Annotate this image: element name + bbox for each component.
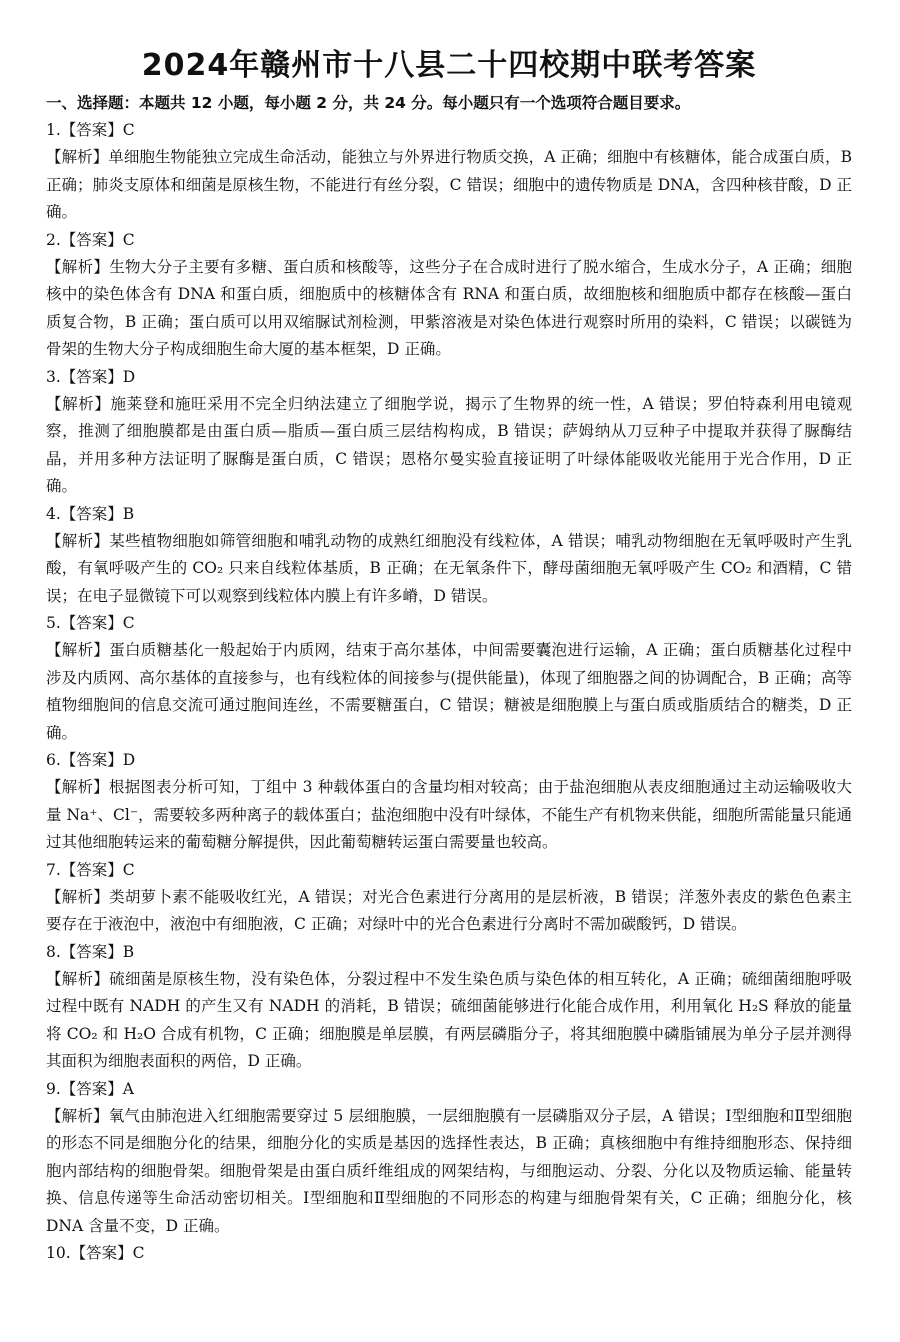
explanation-paragraph: 【解析】施莱登和施旺采用不完全归纳法建立了细胞学说，揭示了生物界的统一性，A 错误；罗伯特森利用电镜观察，推测了细胞膜都是由蛋白质—脂质—蛋白质三层结构构成，B 错误；萨姆纳从刀豆种子中提取并获得了脲酶结晶，并用多种方法证明了脲酶是蛋白质，C 错误；恩格尔曼实验直接证明了叶绿体能吸收光能用于光合作用，D 正确。 — [46, 394, 852, 495]
answer-line: 6.【答案】D — [46, 751, 136, 769]
explanation-paragraph: 【解析】单细胞生物能独立完成生命活动，能独立与外界进行物质交换，A 正确；细胞中有核糖体，能合成蛋白质，B 正确；肺炎支原体和细菌是原核生物，不能进行有丝分裂，C 错误；细胞中的遗传物质是 DNA，含四种核苷酸，D 正确。 — [46, 148, 852, 221]
explanation-paragraph: 【解析】硫细菌是原核生物，没有染色体，分裂过程中不发生染色质与染色体的相互转化，A 正确；硫细菌细胞呼吸过程中既有 NADH 的产生又有 NADH 的消耗，B 错误；硫细菌能够进行化能合成作用，利用氧化 H₂S 释放的能量将 CO₂ 和 H₂O 合成有机物，C 正确；细胞膜是单层膜，有两层磷脂分子，将其细胞膜中磷脂铺展为单分子层并测得其面积为细胞表面积的两倍，D 正确。 — [46, 969, 852, 1070]
answer-line: 7.【答案】C — [46, 860, 135, 879]
answer-line: 10.【答案】C — [46, 1244, 145, 1262]
question-block — [46, 939, 852, 1076]
answer-line: 8.【答案】B — [46, 942, 135, 961]
question-block — [46, 747, 852, 857]
section-heading: 一、选择题：本题共 12 小题，每小题 2 分，共 24 分。每小题只有一个选项符合题目要求。 — [46, 94, 691, 112]
question-block — [46, 610, 852, 747]
answer-line: 3.【答案】D — [46, 367, 136, 386]
question-block — [46, 501, 852, 611]
answer-line: 2.【答案】C — [46, 230, 135, 249]
question-list — [46, 117, 852, 1267]
question-block — [46, 117, 852, 227]
question-block — [46, 364, 852, 501]
question-block — [46, 857, 852, 939]
explanation-paragraph: 【解析】氧气由肺泡进入红细胞需要穿过 5 层细胞膜，一层细胞膜有一层磷脂双分子层，A 错误；Ⅰ型细胞和Ⅱ型细胞的形态不同是细胞分化的结果，细胞分化的实质是基因的选择性表达，B 正确；真核细胞中有维持细胞形态、保持细胞内部结构的细胞骨架。细胞骨架是由蛋白质纤维组成的网架结构，与细胞运动、分裂、分化以及物质运输、能量转换、信息传递等生命活动密切相关。Ⅰ型细胞和Ⅱ型细胞的不同形态的构建与细胞骨架有关，C 正确；细胞分化，核 DNA 含量不变，D 正确。 — [46, 1106, 852, 1235]
answer-line: 9.【答案】A — [46, 1079, 134, 1098]
explanation-paragraph: 【解析】某些植物细胞如筛管细胞和哺乳动物的成熟红细胞没有线粒体，A 错误；哺乳动物细胞在无氧呼吸时产生乳酸，有氧呼吸产生的 CO₂ 只来自线粒体基质，B 正确；在无氧条件下，酵母菌细胞无氧呼吸产生 CO₂ 和酒精，C 错误；在电子显微镜下可以观察到线粒体内膜上有许多嵴，D 错误。 — [46, 531, 852, 605]
answer-line: 4.【答案】B — [46, 504, 135, 523]
question-block — [46, 1076, 852, 1241]
answer-line: 1.【答案】C — [46, 121, 135, 139]
question-block — [46, 227, 852, 364]
answer-line: 5.【答案】C — [46, 614, 135, 632]
explanation-paragraph: 【解析】蛋白质糖基化一般起始于内质网，结束于高尔基体，中间需要囊泡进行运输，A 正确；蛋白质糖基化过程中涉及内质网、高尔基体的直接参与，也有线粒体的间接参与(提供能量)，体现了细胞器之间的协调配合，B 正确；高等植物细胞间的信息交流可通过胞间连丝，不需要糖蛋白，C 错误；糖被是细胞膜上与蛋白质或脂质结合的糖类，D 正确。 — [46, 641, 852, 742]
explanation-paragraph: 【解析】生物大分子主要有多糖、蛋白质和核酸等，这些分子在合成时进行了脱水缩合，生成水分子，A 正确；细胞核中的染色体含有 DNA 和蛋白质，细胞质中的核糖体含有 RNA 和蛋白质，故细胞核和细胞质中都存在核酸—蛋白质复合物，B 正确；蛋白质可以用双缩脲试剂检测，甲紫溶液是对染色体进行观察时所用的染料，C 错误；以碳链为骨架的生物大分子构成细胞生命大厦的基本框架，D 正确。 — [46, 257, 852, 358]
page-title: 2024年赣州市十八县二十四校期中联考答案 — [141, 48, 757, 83]
explanation-paragraph: 【解析】根据图表分析可知，丁组中 3 种载体蛋白的含量均相对较高；由于盐泡细胞从表皮细胞通过主动运输吸收大量 Na⁺、Cl⁻，需要较多两种离子的载体蛋白；盐泡细胞中没有叶绿体，不能生产有机物来供能，细胞所需能量只能通过其他细胞转运来的葡萄糖分解提供，因此葡萄糖转运蛋白需要量也较高。 — [46, 778, 852, 851]
explanation-paragraph: 【解析】类胡萝卜素不能吸收红光，A 错误；对光合色素进行分离用的是层析液，B 错误；洋葱外表皮的紫色色素主要存在于液泡中，液泡中有细胞液，C 正确；对绿叶中的光合色素进行分离时不需加碳酸钙，D 错误。 — [46, 887, 852, 933]
question-block — [46, 1240, 852, 1267]
